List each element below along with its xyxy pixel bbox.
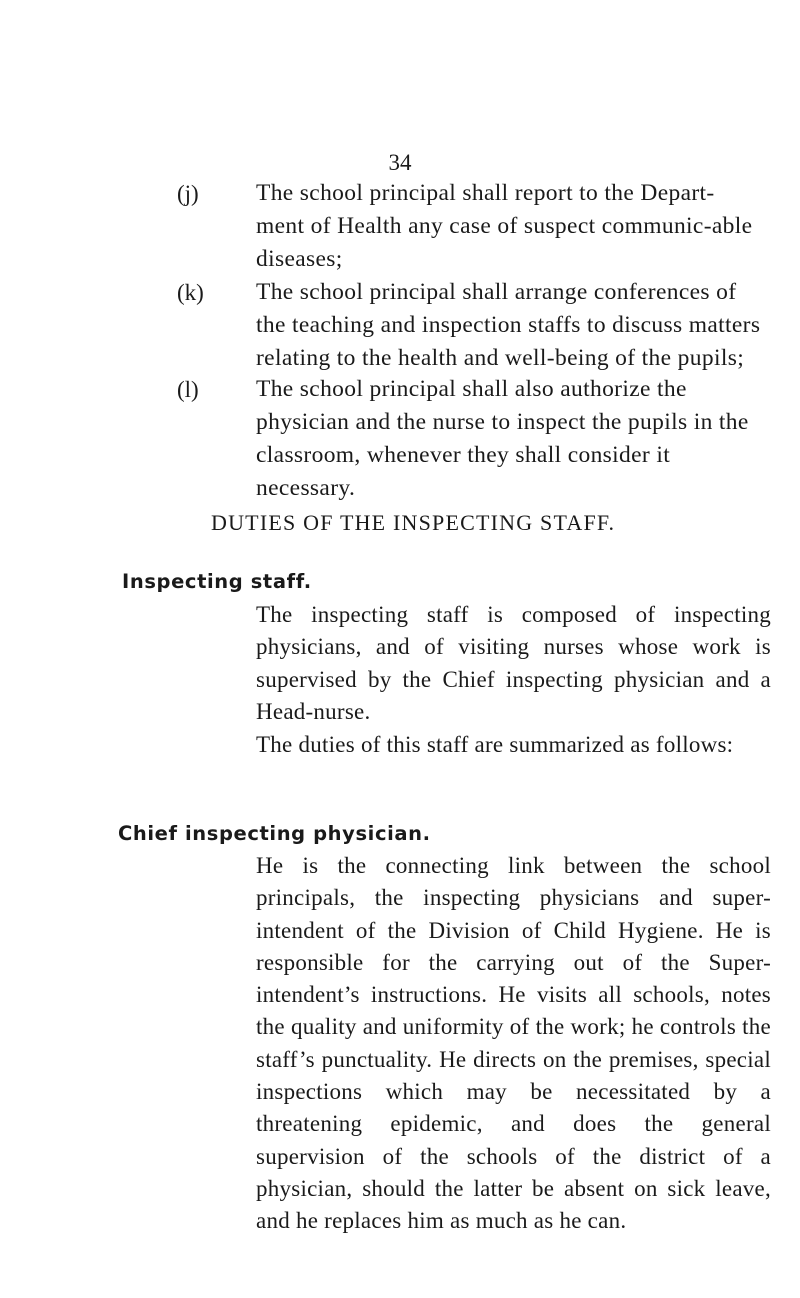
page-number: 34 (388, 150, 412, 175)
list-item-text: The school principal shall arrange conferences of the teaching and inspection staffs to discuss matters relating to the health and well-being of the pupils; (256, 279, 761, 371)
list-item-marker: (j) (177, 181, 199, 206)
list-item-text: The school principal shall also authorize the physician and the nurse to inspect the pupils in the classroom, whenever they shall consider it necessary. (256, 376, 749, 501)
chief-physician-heading: Chief inspecting physician. (118, 822, 431, 845)
inspecting-staff-heading: Inspecting staff. (122, 570, 312, 593)
list-item-marker: (k) (177, 280, 204, 305)
inspecting-staff-paragraph-1: The inspecting staff is composed of inspecting physicians, and of visiting nurses whose work is supervised by the Chief inspecting physician and a Head-nurse. (256, 602, 771, 724)
list-item-marker: (l) (177, 377, 199, 402)
section-heading: DUTIES OF THE INSPECTING STAFF. (211, 510, 616, 535)
inspecting-staff-paragraph-2: The duties of this staff are summarized as follows: (256, 732, 734, 757)
list-item-text: The school principal shall report to the Depart-ment of Health any case of suspect communic-able diseases; (256, 180, 753, 272)
chief-physician-paragraph: He is the connecting link between the school principals, the inspecting physicians and super-intendent of the Division of Child Hygiene. He is responsible for the carrying out of the Super-intendent’s instructions. He visits all schools, notes the quality and uniformity of the work; he controls the staff’s punctuality. He directs on the premises, special inspections which may be necessitated by a threatening epidemic, and does the general supervision of the schools of the district of a physician, should the latter be absent on sick leave, and he replaces him as much as he can. (256, 853, 771, 1234)
